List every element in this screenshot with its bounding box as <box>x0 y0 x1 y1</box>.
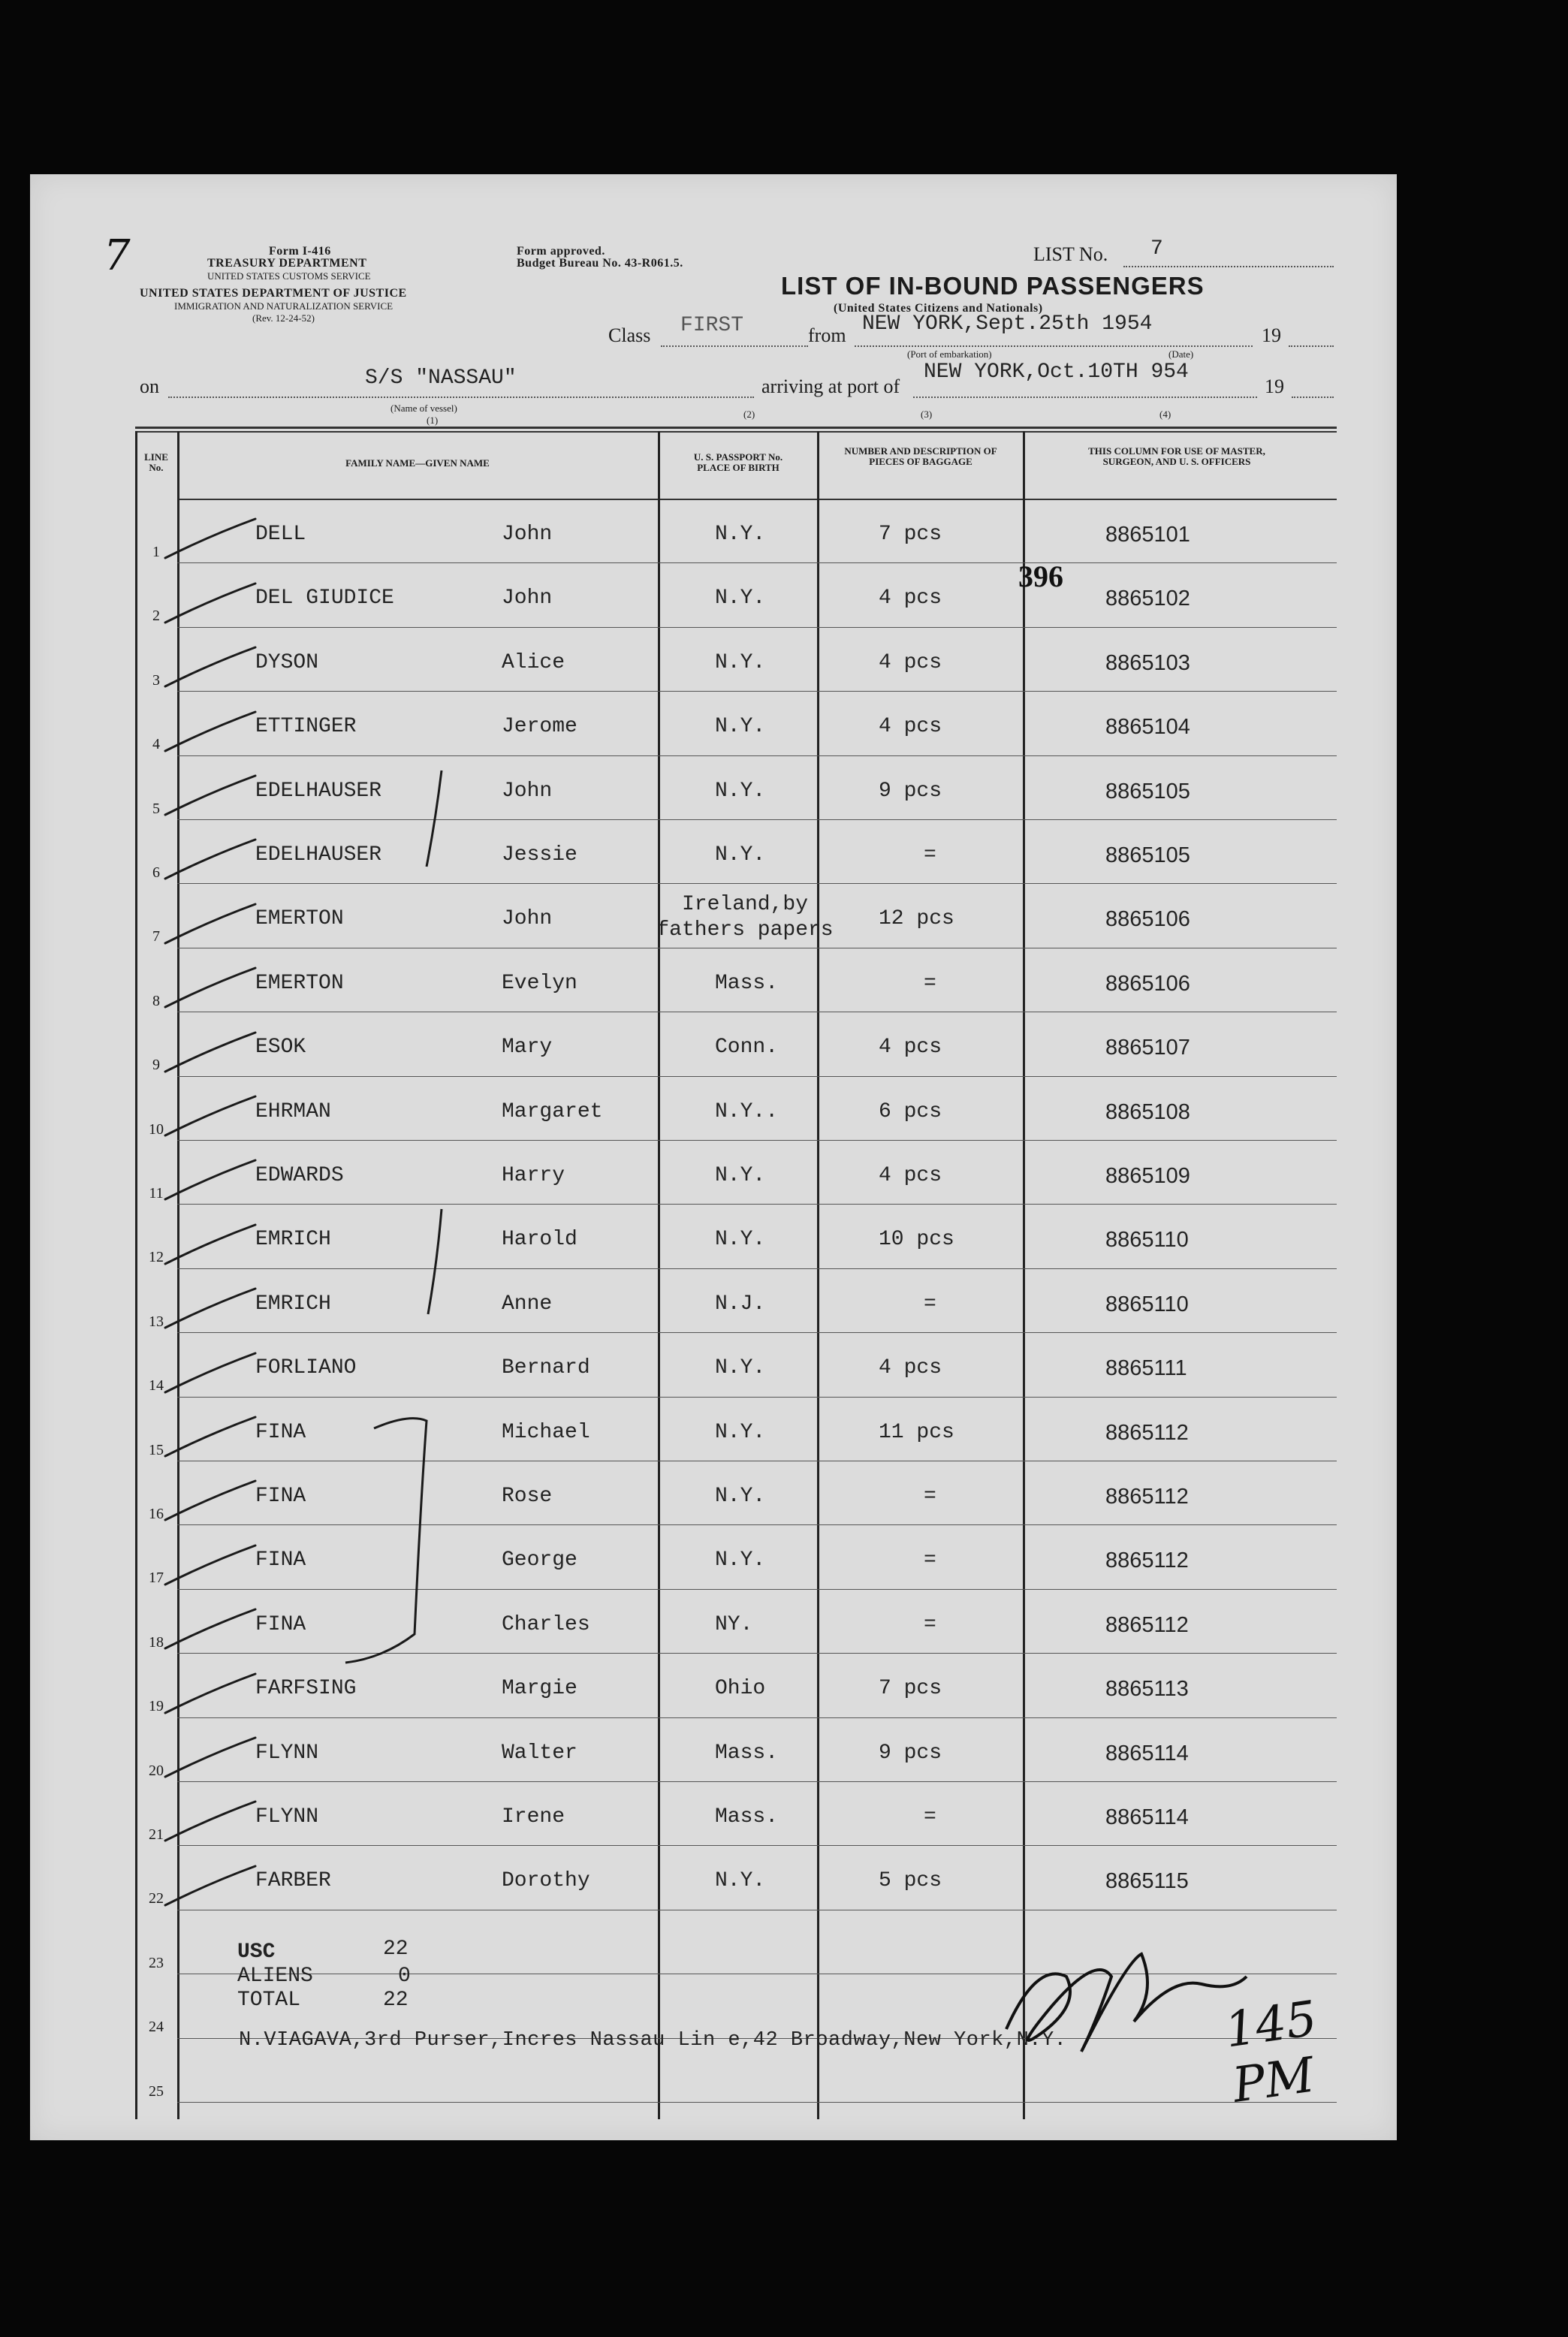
col-header-name: FAMILY NAME—GIVEN NAME <box>345 457 490 469</box>
passenger-family-name: FARBER <box>255 1869 331 1892</box>
passenger-birthplace: Ireland,by fathers papers <box>656 893 834 942</box>
check-tick <box>165 1096 255 1135</box>
passenger-given-name: John <box>502 587 553 610</box>
row-line-number: 25 <box>149 2083 164 2100</box>
aliens-label: ALIENS <box>237 1965 313 1988</box>
officer-code: 8865106 <box>1105 907 1190 931</box>
list-no-label: LIST No. <box>1033 243 1108 265</box>
bracket-mark <box>427 770 442 867</box>
passenger-birthplace: N.Y. <box>715 1228 766 1251</box>
date-caption: (Date) <box>1168 348 1194 360</box>
passenger-family-name: FORLIANO <box>255 1356 357 1380</box>
justice-dept: UNITED STATES DEPARTMENT OF JUSTICE <box>140 287 407 300</box>
passenger-family-name: EMERTON <box>255 907 344 930</box>
row-line-number: 22 <box>149 1890 164 1907</box>
passenger-family-name: ETTINGER <box>255 715 357 738</box>
passenger-family-name: DYSON <box>255 651 319 674</box>
baggage-count: = <box>924 1613 936 1636</box>
passenger-given-name: Mary <box>502 1036 553 1059</box>
row-line-number: 20 <box>149 1763 164 1779</box>
row-line-number: 16 <box>149 1506 164 1522</box>
row-line-number: 19 <box>149 1698 164 1714</box>
check-tick <box>165 1802 255 1841</box>
baggage-count: 5 pcs <box>879 1869 942 1892</box>
baggage-count: 4 pcs <box>879 715 942 738</box>
form-revision: (Rev. 12-24-52) <box>252 312 315 324</box>
col-header-officers: THIS COLUMN FOR USE OF MASTER, SURGEON, AND U. S. OFFICERS <box>1088 445 1265 467</box>
treasury-dept: TREASURY DEPARTMENT <box>207 257 367 270</box>
check-tick <box>165 1417 255 1456</box>
check-tick <box>165 904 255 943</box>
caption-2: (2) <box>743 409 755 420</box>
caption-4: (4) <box>1159 409 1171 420</box>
passenger-given-name: Margie <box>502 1677 577 1700</box>
passenger-birthplace: NY. <box>715 1613 753 1636</box>
passenger-birthplace: N.Y. <box>715 1869 766 1892</box>
baggage-count: 6 pcs <box>879 1100 942 1123</box>
passenger-given-name: Margaret <box>502 1100 603 1123</box>
officer-code: 8865112 <box>1105 1548 1189 1573</box>
passenger-given-name: Harry <box>502 1164 565 1187</box>
officer-code: 8865104 <box>1105 715 1190 739</box>
passenger-family-name: FINA <box>255 1485 306 1508</box>
total-value: 22 <box>383 1989 409 2012</box>
row-line-number: 18 <box>149 1634 164 1651</box>
passenger-given-name: Anne <box>502 1292 553 1316</box>
check-tick <box>165 647 255 686</box>
officer-code: 8865103 <box>1105 651 1190 675</box>
form-number: Form I-416 <box>269 245 331 258</box>
officer-code: 8865110 <box>1105 1292 1189 1316</box>
passenger-birthplace: N.Y. <box>715 715 766 738</box>
caption-1: (1) <box>427 415 439 426</box>
baggage-count: 10 pcs <box>879 1228 954 1251</box>
officer-code: 8865109 <box>1105 1164 1190 1188</box>
row-line-number: 7 <box>152 928 160 945</box>
port-embark-caption: (Port of embarkation) <box>907 348 992 360</box>
row-line-number: 24 <box>149 2019 164 2035</box>
check-tick <box>165 519 255 558</box>
row-line-number: 17 <box>149 1570 164 1586</box>
bracket-mark <box>428 1209 442 1314</box>
passenger-family-name: FARFSING <box>255 1677 357 1700</box>
passenger-given-name: Evelyn <box>502 972 577 995</box>
row-line-number: 13 <box>149 1313 164 1330</box>
form-approved: Form approved. <box>517 245 605 258</box>
row-line-number: 14 <box>149 1377 164 1394</box>
passenger-family-name: EHRMAN <box>255 1100 331 1123</box>
check-tick <box>165 1353 255 1392</box>
check-tick <box>165 583 255 623</box>
from-label: from <box>808 324 846 346</box>
passenger-birthplace: N.Y. <box>715 1548 766 1572</box>
usc-value: 22 <box>383 1937 409 1961</box>
manifest-subtitle: (United States Citizens and Nationals) <box>834 302 1043 315</box>
col-header-passport: U. S. PASSPORT No. PLACE OF BIRTH <box>693 451 783 473</box>
passenger-family-name: FINA <box>255 1421 306 1444</box>
signature-mark <box>1006 1954 1247 2052</box>
passenger-given-name: George <box>502 1548 577 1572</box>
passenger-given-name: Jessie <box>502 843 577 867</box>
baggage-count: = <box>924 1292 936 1316</box>
baggage-count: 4 pcs <box>879 1036 942 1059</box>
check-tick <box>165 1225 255 1264</box>
class-label: Class <box>608 324 651 346</box>
purser-line: N.VIAGAVA,3rd Purser,Incres Nassau Lin e,42 Broadway,New York,N.Y. <box>239 2029 1067 2052</box>
passenger-birthplace: N.Y. <box>715 780 766 803</box>
time-note: 145 PM <box>1221 1991 1321 2114</box>
passenger-given-name: John <box>502 523 553 546</box>
passenger-birthplace: N.Y. <box>715 1356 766 1380</box>
check-tick <box>165 776 255 815</box>
on-label: on <box>140 375 159 397</box>
baggage-count: 4 pcs <box>879 651 942 674</box>
officer-code: 8865102 <box>1105 587 1190 611</box>
check-tick <box>165 1289 255 1328</box>
year-suffix: 19 <box>1262 324 1281 346</box>
check-tick <box>165 1674 255 1713</box>
passenger-birthplace: Mass. <box>715 1741 779 1765</box>
passenger-birthplace: N.Y. <box>715 843 766 867</box>
col-header-baggage: NUMBER AND DESCRIPTION OF PIECES OF BAGGAGE <box>844 445 997 467</box>
row-line-number: 9 <box>152 1057 160 1073</box>
baggage-count: 9 pcs <box>879 1741 942 1765</box>
officer-code: 8865113 <box>1105 1677 1189 1701</box>
passenger-given-name: Charles <box>502 1613 590 1636</box>
passenger-birthplace: Ohio <box>715 1677 766 1700</box>
passenger-given-name: Irene <box>502 1805 565 1829</box>
passenger-given-name: Rose <box>502 1485 553 1508</box>
passenger-birthplace: N.Y. <box>715 1421 766 1444</box>
row-line-number: 6 <box>152 864 160 881</box>
passenger-family-name: EDELHAUSER <box>255 843 382 867</box>
ink-marks <box>30 174 1397 2140</box>
aliens-value: 0 <box>398 1965 411 1988</box>
officer-code: 8865112 <box>1105 1485 1189 1509</box>
check-tick <box>165 1481 255 1520</box>
officer-code: 8865111 <box>1105 1356 1187 1380</box>
officer-code: 8865105 <box>1105 780 1190 804</box>
baggage-count: = <box>924 843 936 867</box>
passenger-birthplace: N.Y. <box>715 523 766 546</box>
passenger-birthplace: N.Y.. <box>715 1100 779 1123</box>
passenger-family-name: ESOK <box>255 1036 306 1059</box>
officer-code: 8865115 <box>1105 1869 1189 1893</box>
passenger-family-name: EDELHAUSER <box>255 780 382 803</box>
passenger-family-name: FLYNN <box>255 1741 319 1765</box>
passenger-given-name: Jerome <box>502 715 577 738</box>
officer-code: 8865101 <box>1105 523 1190 547</box>
officer-code: 8865112 <box>1105 1421 1189 1445</box>
passenger-birthplace: N.Y. <box>715 1485 766 1508</box>
row-line-number: 23 <box>149 1955 164 1971</box>
passenger-family-name: FINA <box>255 1548 306 1572</box>
officer-code: 8865110 <box>1105 1228 1189 1252</box>
check-tick <box>165 840 255 879</box>
arriving-label: arriving at port of <box>761 375 900 397</box>
baggage-count: = <box>924 1548 936 1572</box>
row-line-number: 11 <box>149 1185 164 1202</box>
baggage-count: = <box>924 1485 936 1508</box>
officer-code: 8865106 <box>1105 972 1190 996</box>
col-header-line-no: LINE No. <box>144 451 168 473</box>
passenger-given-name: Harold <box>502 1228 577 1251</box>
caption-3: (3) <box>921 409 933 420</box>
baggage-count: 7 pcs <box>879 1677 942 1700</box>
passenger-birthplace: Conn. <box>715 1036 779 1059</box>
row-line-number: 1 <box>152 544 160 560</box>
officer-code: 8865107 <box>1105 1036 1190 1060</box>
passenger-given-name: Dorothy <box>502 1869 590 1892</box>
passenger-given-name: Bernard <box>502 1356 590 1380</box>
passenger-family-name: EMRICH <box>255 1228 331 1251</box>
officer-code: 8865114 <box>1105 1741 1189 1766</box>
row-line-number: 15 <box>149 1442 164 1458</box>
baggage-count: 4 pcs <box>879 1164 942 1187</box>
officer-code: 8865108 <box>1105 1100 1190 1124</box>
row-line-number: 12 <box>149 1249 164 1265</box>
row-line-number: 4 <box>152 736 160 752</box>
passenger-birthplace: Mass. <box>715 1805 779 1829</box>
baggage-count: = <box>924 1805 936 1829</box>
check-tick <box>165 968 255 1007</box>
passenger-family-name: DEL GIUDICE <box>255 587 394 610</box>
total-label: TOTAL <box>237 1989 301 2012</box>
officer-code: 8865114 <box>1105 1805 1189 1829</box>
row-line-number: 8 <box>152 993 160 1009</box>
passenger-birthplace: N.J. <box>715 1292 766 1316</box>
row-line-number: 21 <box>149 1826 164 1843</box>
row-line-number: 10 <box>149 1121 164 1138</box>
passenger-birthplace: N.Y. <box>715 587 766 610</box>
manifest-title: LIST OF IN-BOUND PASSENGERS <box>781 272 1205 300</box>
corner-mark: 7 <box>104 231 131 280</box>
passenger-given-name: Michael <box>502 1421 590 1444</box>
stamp-number: 396 <box>1018 559 1063 593</box>
manifest-paper <box>30 174 1397 2140</box>
class-value: FIRST <box>680 314 744 337</box>
arrival-year-suffix: 19 <box>1265 375 1284 397</box>
baggage-count: 11 pcs <box>879 1421 954 1444</box>
ins-service: IMMIGRATION AND NATURALIZATION SERVICE <box>174 300 394 312</box>
passenger-given-name: Alice <box>502 651 565 674</box>
baggage-count: 12 pcs <box>879 907 954 930</box>
check-tick <box>165 1545 255 1585</box>
baggage-count: 9 pcs <box>879 780 942 803</box>
row-line-number: 2 <box>152 608 160 624</box>
passenger-birthplace: N.Y. <box>715 1164 766 1187</box>
arrival-value: NEW YORK,Oct.10TH 954 <box>924 360 1189 384</box>
passenger-birthplace: N.Y. <box>715 651 766 674</box>
baggage-count: 4 pcs <box>879 587 942 610</box>
officer-code: 8865112 <box>1105 1613 1189 1637</box>
budget-bureau: Budget Bureau No. 43-R061.5. <box>517 257 683 270</box>
vessel-caption: (Name of vessel) <box>390 403 457 414</box>
row-line-number: 3 <box>152 672 160 689</box>
baggage-count: 4 pcs <box>879 1356 942 1380</box>
passenger-given-name: John <box>502 780 553 803</box>
baggage-count: = <box>924 972 936 995</box>
passenger-family-name: EMERTON <box>255 972 344 995</box>
list-no-value: 7 <box>1150 237 1163 261</box>
officer-code: 8865105 <box>1105 843 1190 867</box>
customs-service: UNITED STATES CUSTOMS SERVICE <box>207 270 371 282</box>
usc-label: USC <box>237 1940 276 1964</box>
passenger-family-name: FLYNN <box>255 1805 319 1829</box>
passenger-birthplace: Mass. <box>715 972 779 995</box>
baggage-count: 7 pcs <box>879 523 942 546</box>
bracket-mark <box>345 1419 427 1663</box>
check-tick <box>165 1160 255 1199</box>
row-line-number: 5 <box>152 801 160 817</box>
passenger-family-name: FINA <box>255 1613 306 1636</box>
from-value: NEW YORK,Sept.25th 1954 <box>862 312 1153 336</box>
passenger-family-name: EDWARDS <box>255 1164 344 1187</box>
check-tick <box>165 1866 255 1905</box>
passenger-given-name: Walter <box>502 1741 577 1765</box>
passenger-family-name: EMRICH <box>255 1292 331 1316</box>
check-tick <box>165 1609 255 1648</box>
passenger-family-name: DELL <box>255 523 306 546</box>
passenger-given-name: John <box>502 907 553 930</box>
check-tick <box>165 712 255 751</box>
check-tick <box>165 1738 255 1777</box>
check-tick <box>165 1033 255 1072</box>
vessel-value: S/S "NASSAU" <box>365 366 517 390</box>
